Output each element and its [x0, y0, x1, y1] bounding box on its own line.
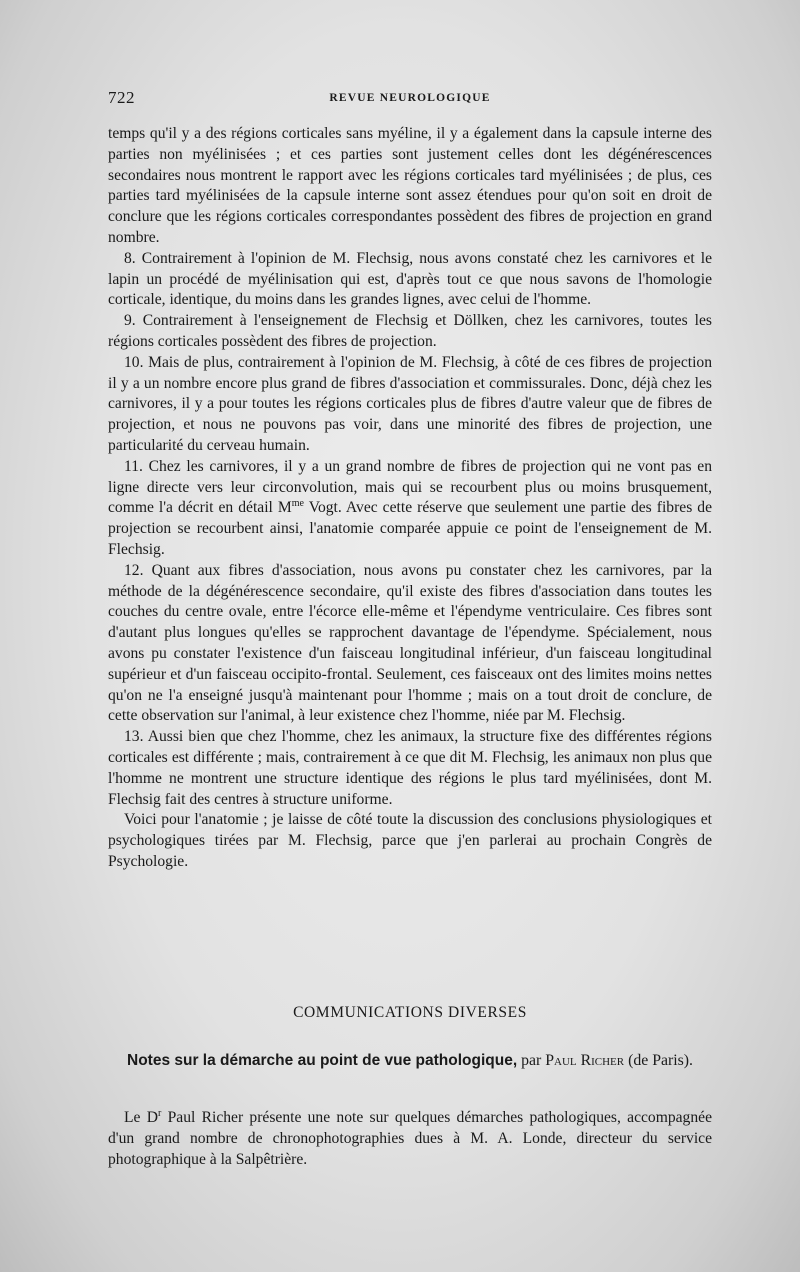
paragraph-8: 8. Contrairement à l'opinion de M. Flechsig, nous avons constaté chez les carnivores et le lapin un procédé de myélinisation qui est, d'après tout ce que nous savons de l'homologie corticale, identique, du moins dans les grandes lignes, avec celui de l'homme. [108, 249, 712, 309]
paragraph-closing: Voici pour l'anatomie ; je laisse de côté toute la discussion des conclusions physiologiques et psychologiques tirées par M. Flechsig, parce que j'en parlerai au prochain Congrès de Psychologie. [108, 811, 712, 870]
paragraph-11 [108, 457, 712, 561]
paragraph-10: 10. Mais de plus, contrairement à l'opinion de M. Flechsig, à côté de ces fibres de projection il y a un nombre encore plus grand de fibres d'association et commissurales. Donc, déjà chez les carnivores, il y a pour toutes les régions corticales plus de fibres d'autre valeur que de fibres de projection, et nous ne pouvons pas voir, dans une minorité des fibres de projection, une particularité du cerveau humain. [108, 353, 712, 454]
article-intro-paragraph [108, 1108, 712, 1170]
section-heading: COMMUNICATIONS DIVERSES [293, 1004, 527, 1021]
article-affiliation: (de Paris). [624, 1052, 693, 1069]
paragraph-12: 12. Quant aux fibres d'association, nous avons pu constater chez les carnivores, par la méthode de la dégénérescence secondaire, qu'il existe des fibres d'association dans toutes les couches du centre ovale, entre l'écorce elle-même et l'épendyme ventriculaire. Ces fibres sont d'autant plus longues qu'elles se rapprochent davantage de l'épendyme. Spécialement, nous avons pu constater l'existence d'un faisceau longitudinal inférieur, d'un faisceau longitudinal supérieur et d'un faisceau occipito-frontal. Seulement, ces faisceaux ont des limites moins nettes qu'on ne l'a enseigné jusqu'à maintenant pour l'homme ; mais on a tout droit de conclure, de cette observation sur l'animal, à leur existence chez l'homme, niée par M. Flechsig. [108, 561, 712, 725]
running-head: REVUE NEUROLOGIQUE [329, 92, 491, 104]
page-number: 722 [108, 88, 135, 107]
article-intro-prefix: Le D [124, 1109, 158, 1126]
article-author: Paul Richer [545, 1052, 625, 1069]
main-text [108, 124, 712, 873]
article-title-by: par [517, 1052, 546, 1069]
paragraph-11-text-b: Vogt. Avec cette réserve que seulement une partie des fibres de projection se recourbent ainsi, l'anatomie comparée appuie ce point de l'enseignement de M. Flechsig. [108, 499, 712, 558]
paragraph-11-superscript: me [291, 498, 304, 510]
paragraph-continued: temps qu'il y a des régions corticales sans myéline, il y a également dans la capsule interne des parties non myélinisées ; et ces parties sont justement celles dont les dégénérescences secondaires nous montrent le rapport avec les régions corticales tard myélinisées ; de plus, ces parties tard myélinisées de la capsule interne sont assez étendues pour qu'on soit en droit de conclure que les régions corticales correspondantes possèdent des fibres de projection en grand nombre. [108, 125, 712, 246]
article-intro-superscript: r [157, 1107, 162, 1119]
paragraph-11-text-a: 11. Chez les carnivores, il y a un grand nombre de fibres de projection qui ne vont pas en ligne directe vers leur circonvolution, mais qui se recourbent plus ou moins brusquement, comme l'a décrit en détail M [108, 457, 712, 517]
article-title [108, 1050, 712, 1071]
article-intro-text: Paul Richer présente une note sur quelques démarches pathologiques, accompagnée d'un grand nombre de chronophotographies dues à M. A. Londe, directeur du service photographique à la Salpêtrière. [108, 1109, 712, 1168]
paragraph-9: 9. Contrairement à l'enseignement de Flechsig et Döllken, chez les carnivores, toutes les régions corticales possèdent des fibres de projection. [108, 312, 712, 350]
article-body [108, 1108, 712, 1170]
page-header [108, 88, 712, 112]
paragraph-13: 13. Aussi bien que chez l'homme, chez les animaux, la structure fixe des différentes régions corticales est différente ; mais, contrairement à ce que dit M. Flechsig, les animaux non plus que l'homme ne montrent une structure identique des régions le plus tard myélinisées, dont M. Flechsig fait des centres à structure uniforme. [108, 728, 712, 808]
article-title-bold: Notes sur la démarche au point de vue pathologique, [127, 1052, 518, 1069]
